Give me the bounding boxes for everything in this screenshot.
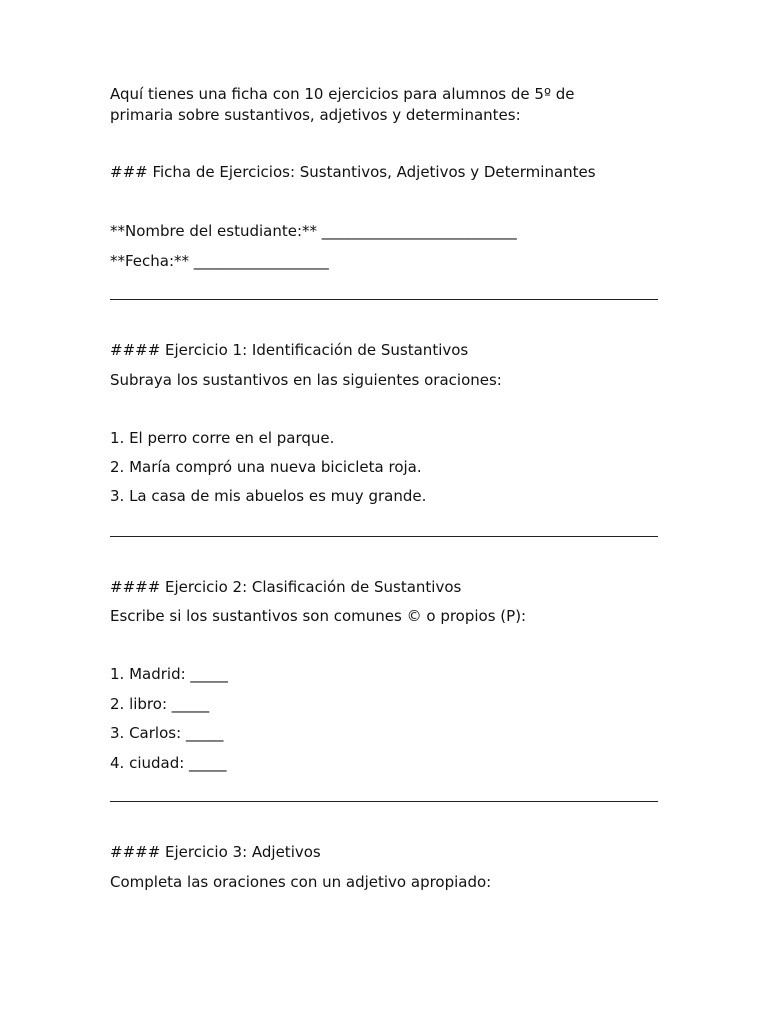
exercise-item: 2. libro: _____: [110, 695, 210, 713]
exercise-item: 4. ciudad: _____: [110, 754, 227, 772]
exercise-item: 3. La casa de mis abuelos es muy grande.: [110, 487, 427, 505]
exercise-item: 1. Madrid: _____: [110, 665, 228, 683]
exercise-heading: #### Ejercicio 3: Adjetivos: [110, 843, 321, 861]
exercise-heading: #### Ejercicio 2: Clasificación de Sustantivos: [110, 578, 462, 596]
horizontal-rule: [110, 299, 658, 300]
exercise-instruction: Completa las oraciones con un adjetivo apropiado:: [110, 873, 492, 891]
intro-paragraph: Aquí tienes una ficha con 10 ejercicios para alumnos de 5º de primaria sobre sustantivos, adjetivos y determinantes:: [110, 85, 575, 124]
student-name-line: **Nombre del estudiante:** __________________________: [110, 222, 517, 240]
date-line: **Fecha:** __________________: [110, 252, 329, 270]
worksheet-title: ### Ficha de Ejercicios: Sustantivos, Adjetivos y Determinantes: [110, 163, 596, 181]
exercise-instruction: Subraya los sustantivos en las siguientes oraciones:: [110, 371, 502, 389]
exercise-item: 3. Carlos: _____: [110, 724, 224, 742]
exercise-instruction: Escribe si los sustantivos son comunes © o propios (P):: [110, 607, 527, 625]
horizontal-rule: [110, 536, 658, 537]
exercise-item: 2. María compró una nueva bicicleta roja.: [110, 458, 422, 476]
exercise-item: 1. El perro corre en el parque.: [110, 429, 335, 447]
horizontal-rule: [110, 801, 658, 802]
exercise-heading: #### Ejercicio 1: Identificación de Sustantivos: [110, 341, 469, 359]
